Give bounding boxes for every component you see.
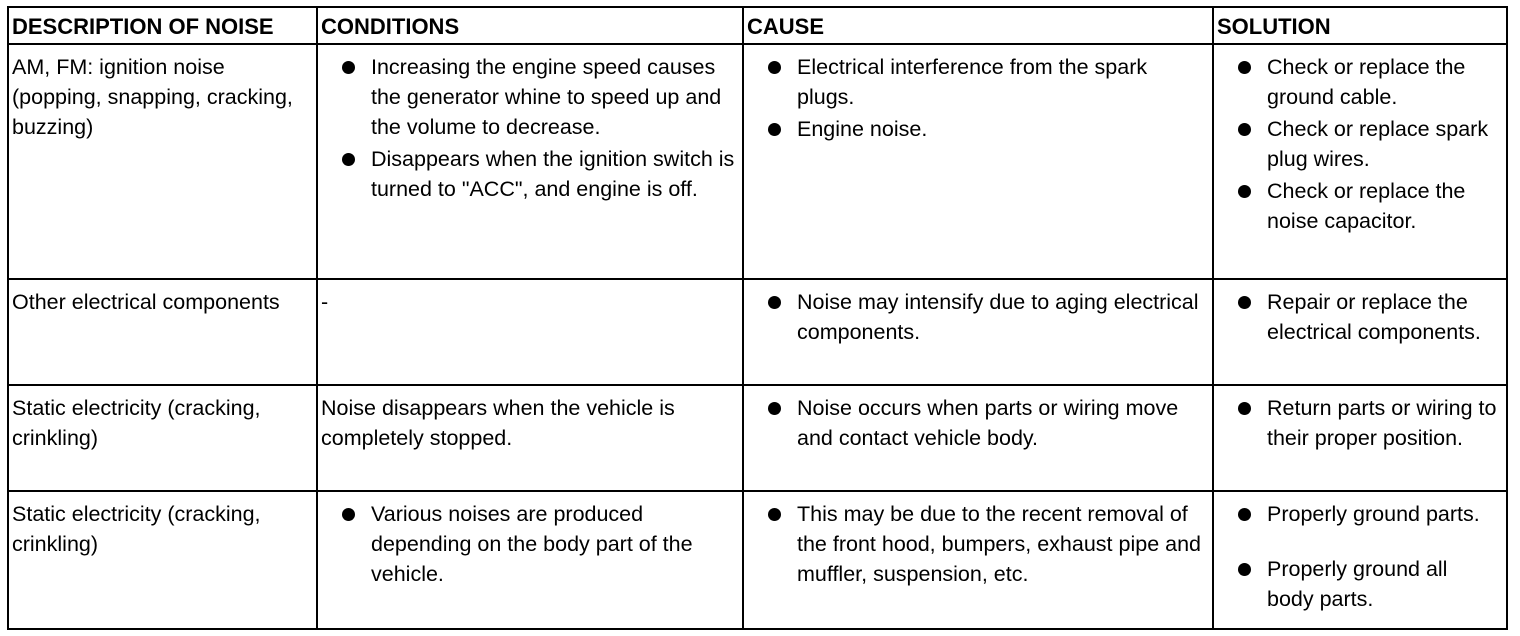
list-item-text: Noise may intensify due to aging electrical components.	[797, 290, 1199, 344]
bullet-icon	[1238, 508, 1251, 521]
list-item	[1217, 114, 1500, 174]
bullet-icon	[1238, 123, 1251, 136]
list-item-text: Various noises are produced depending on the body part of the vehicle.	[371, 501, 693, 586]
list-item-text: Electrical interference from the spark plugs.	[797, 55, 1148, 109]
table-row	[8, 385, 1507, 491]
header-row	[8, 7, 1507, 44]
list-item-text: This may be due to the recent removal of the front hood, bumpers, exhaust pipe and muffler, suspension, etc.	[797, 501, 1201, 586]
bullet-icon	[768, 402, 781, 415]
solution-cell	[1213, 385, 1507, 491]
list-item-text: Return parts or wiring to their proper position.	[1267, 395, 1497, 450]
conditions-cell	[317, 491, 743, 629]
description-cell: Other electrical components	[8, 279, 317, 385]
bullet-icon	[768, 123, 781, 136]
list-item-text: Check or replace spark plug wires.	[1267, 117, 1489, 171]
list-item-text: Properly ground parts.	[1267, 501, 1480, 526]
list-item	[321, 52, 736, 142]
list-item-text: Noise occurs when parts or wiring move and contact vehicle body.	[797, 395, 1179, 450]
list-item	[1217, 393, 1500, 453]
description-cell: Static electricity (cracking, crinkling)	[8, 385, 317, 491]
list-item	[321, 499, 736, 589]
bullet-icon	[342, 153, 355, 166]
list-item	[747, 114, 1206, 144]
solution-cell	[1213, 44, 1507, 279]
bullet-icon	[768, 296, 781, 309]
list-item	[1217, 287, 1500, 347]
list-item-text: Check or replace the noise capacitor.	[1267, 179, 1466, 233]
list-item	[1217, 554, 1500, 614]
list-item-text: Repair or replace the electrical components.	[1267, 290, 1481, 344]
list-item	[1217, 499, 1500, 529]
list-item	[1217, 176, 1500, 236]
bullet-icon	[1238, 61, 1251, 74]
cause-cell	[743, 491, 1213, 629]
list-item-text: Disappears when the ignition switch is turned to "ACC", and engine is off.	[371, 147, 735, 201]
list-item	[321, 144, 736, 204]
noise-troubleshooting-table	[7, 6, 1508, 630]
header-description: DESCRIPTION OF NOISE	[8, 7, 317, 44]
bullet-icon	[768, 61, 781, 74]
list-item	[747, 287, 1206, 347]
solution-cell	[1213, 279, 1507, 385]
table-row	[8, 44, 1507, 279]
cause-cell	[743, 279, 1213, 385]
list-item	[747, 393, 1206, 453]
conditions-cell: Noise disappears when the vehicle is completely stopped.	[317, 385, 743, 491]
list-item-text: Check or replace the ground cable.	[1267, 55, 1466, 109]
description-cell: AM, FM: ignition noise (popping, snapping, cracking, buzzing)	[8, 44, 317, 279]
description-cell: Static electricity (cracking, crinkling)	[8, 491, 317, 629]
table-row	[8, 279, 1507, 385]
list-item-text: Properly ground all body parts.	[1267, 556, 1448, 611]
bullet-icon	[768, 508, 781, 521]
header-solution: SOLUTION	[1213, 7, 1507, 44]
conditions-cell	[317, 44, 743, 279]
bullet-icon	[1238, 185, 1251, 198]
bullet-icon	[342, 61, 355, 74]
list-item	[1217, 52, 1500, 112]
cause-cell	[743, 44, 1213, 279]
bullet-icon	[342, 508, 355, 521]
table-row	[8, 491, 1507, 629]
header-conditions: CONDITIONS	[317, 7, 743, 44]
list-item-text: Engine noise.	[797, 117, 928, 141]
list-item	[747, 499, 1206, 589]
header-cause: CAUSE	[743, 7, 1213, 44]
solution-cell	[1213, 491, 1507, 629]
list-item-text: Increasing the engine speed causes the generator whine to speed up and the volume to decrease.	[371, 55, 722, 139]
list-item	[747, 52, 1206, 112]
bullet-icon	[1238, 563, 1251, 576]
bullet-icon	[1238, 402, 1251, 415]
cause-cell	[743, 385, 1213, 491]
bullet-icon	[1238, 296, 1251, 309]
conditions-cell: -	[317, 279, 743, 385]
